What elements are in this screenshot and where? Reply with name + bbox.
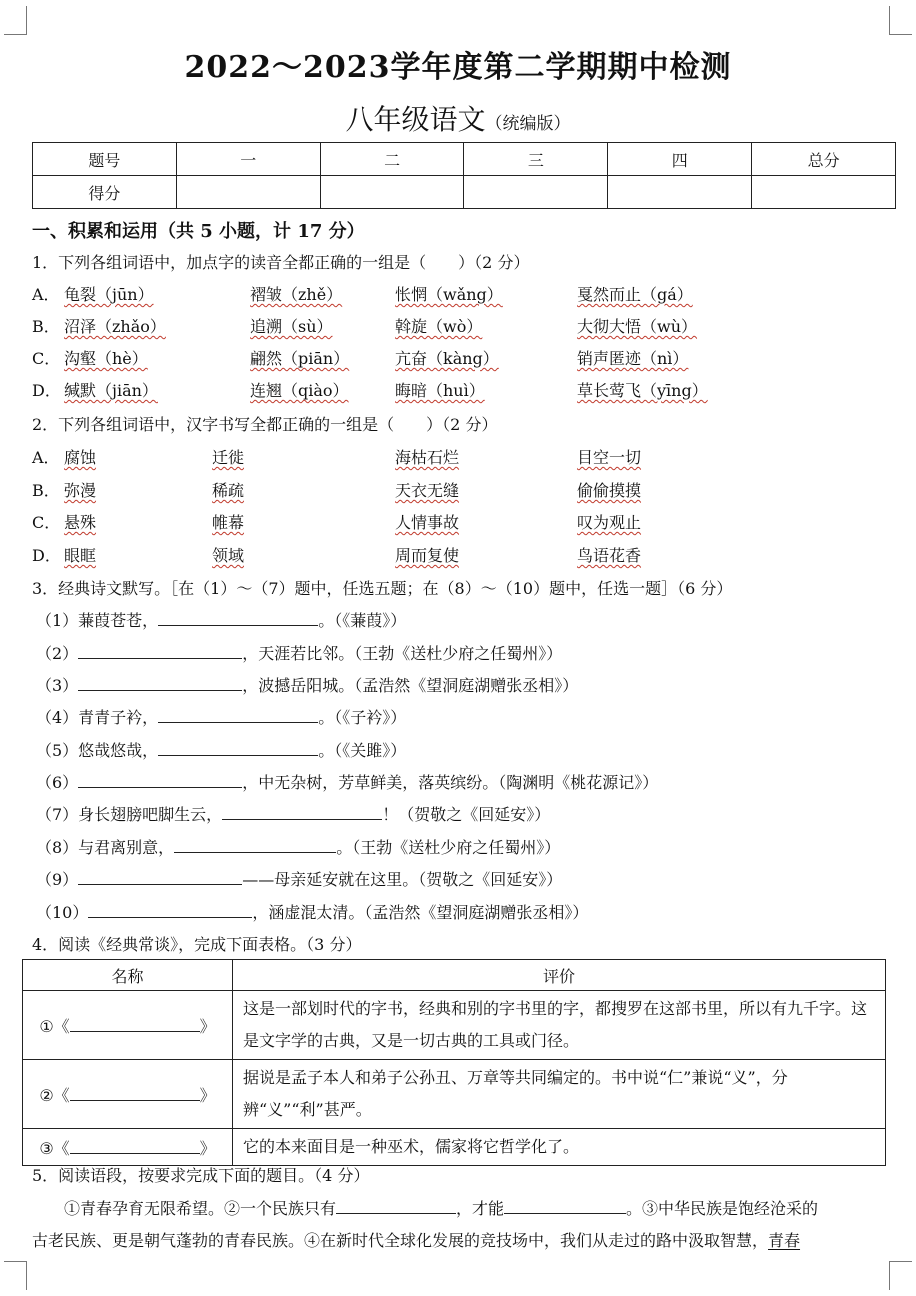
q1-stem: 1．下列各组词语中，加点字的读音全都正确的一组是（ ）（2 分） (32, 253, 530, 272)
answer-blank[interactable] (78, 674, 242, 691)
book-eval-cell: 这是一部划时代的字书，经典和别的字书里的字，都搜罗在这部书里，所以有九千字。这是文字学的古典，又是一切古典的工具或门径。 (233, 991, 886, 1060)
crop-mark-bottom-right (889, 1261, 912, 1290)
score-input-cell[interactable] (320, 176, 464, 209)
answer-blank[interactable] (158, 609, 318, 626)
subject-label: 八年级语文 (345, 103, 486, 136)
recite-item-10 (36, 900, 588, 923)
crop-mark-top-left (4, 6, 27, 35)
q3-stem: 3．经典诗文默写。［在（1）～（7）题中，任选五题；在（8）～（10）题中，任选一题］（6 分） (32, 579, 733, 598)
option-item: 天衣无缝 (395, 481, 460, 500)
answer-blank[interactable] (70, 1084, 200, 1101)
option-item: 迁徙 (212, 448, 245, 467)
score-cell: 四 (608, 143, 752, 176)
option-item: 目空一切 (577, 448, 642, 467)
score-input-cell[interactable] (752, 176, 896, 209)
answer-blank[interactable] (78, 868, 242, 885)
recite-suffix: ，天涯若比邻。（王勃《送杜少府之任蜀州》） (242, 644, 563, 663)
row-number: ①《 (39, 1016, 70, 1036)
answer-blank[interactable] (88, 901, 252, 918)
option-label: B． (32, 481, 60, 500)
recite-prefix: （4）青青子衿， (36, 708, 159, 727)
option-item: 帷幕 (212, 513, 245, 532)
recite-prefix: （9） (36, 870, 79, 889)
recite-suffix: 。（《子衿》） (318, 708, 407, 727)
score-header-row (33, 143, 896, 176)
exam-subtitle (0, 98, 916, 138)
literature-row (23, 1060, 886, 1129)
option-item: 大彻大悟（wù） (577, 317, 698, 336)
book-eval-cell: 它的本来面目是一种巫术，儒家将它哲学化了。 (233, 1129, 886, 1166)
row-number: ②《 (39, 1085, 70, 1105)
col-name-header: 名称 (23, 960, 233, 991)
recite-suffix: ，中无杂树，芳草鲜美，落英缤纷。（陶渊明《桃花源记》） (242, 773, 659, 792)
recite-prefix: （3） (36, 676, 79, 695)
exam-title: 2022～2023学年度第二学期期中检测 (184, 50, 732, 85)
book-name-cell (23, 1129, 233, 1166)
passage-underlined-text: 青春 (768, 1231, 801, 1250)
score-cell: 总分 (752, 143, 896, 176)
q5-stem: 5．阅读语段，按要求完成下面的题目。（4 分） (32, 1166, 370, 1185)
score-cell: 一 (176, 143, 320, 176)
option-item: 连翘（qiào） (250, 381, 349, 400)
option-item: 翩然（piān） (250, 349, 350, 368)
answer-blank[interactable] (158, 739, 318, 756)
answer-blank[interactable] (70, 1137, 200, 1154)
option-item: 亢奋（kàng） (395, 349, 499, 368)
score-table (32, 142, 896, 209)
row-number: ③《 (39, 1138, 70, 1158)
option-label: C． (32, 349, 61, 368)
recite-item-3 (36, 673, 578, 696)
option-item: 眼眶 (64, 546, 97, 565)
crop-mark-bottom-left (4, 1261, 27, 1290)
option-label: A． (32, 448, 60, 467)
recite-prefix: （10） (36, 903, 89, 922)
answer-blank[interactable] (222, 803, 382, 820)
option-item: 怅惘（wǎng） (395, 285, 503, 304)
recite-item-7 (36, 802, 550, 825)
edition-label: （统编版） (485, 114, 571, 134)
option-item: 人情事故 (395, 513, 460, 532)
q5-paragraph-line-2 (32, 1228, 800, 1251)
option-item: 戛然而止（gá） (577, 285, 693, 304)
score-cell: 题号 (33, 143, 177, 176)
option-item: 沟壑（hè） (64, 349, 148, 368)
option-item: 弥漫 (64, 481, 97, 500)
option-label: D． (32, 546, 61, 565)
score-cell: 二 (320, 143, 464, 176)
option-item: 褶皱（zhě） (250, 285, 343, 304)
literature-header-row (23, 960, 886, 991)
score-input-cell[interactable] (464, 176, 608, 209)
option-item: 叹为观止 (577, 513, 642, 532)
score-cell: 得分 (33, 176, 177, 209)
passage-text: ，才能 (456, 1199, 505, 1218)
recite-suffix: ，涵虚混太清。（孟浩然《望洞庭湖赠张丞相》） (252, 903, 589, 922)
option-label: A． (32, 285, 60, 304)
recite-item-1 (36, 608, 406, 631)
q4-stem: 4．阅读《经典常谈》，完成下面表格。（3 分） (32, 935, 362, 954)
answer-blank[interactable] (158, 706, 318, 723)
option-item: 偷偷摸摸 (577, 481, 642, 500)
option-item: 草长莺飞（yīng） (577, 381, 708, 400)
answer-blank[interactable] (70, 1015, 200, 1032)
answer-blank[interactable] (336, 1197, 456, 1214)
passage-text: 。③中华民族是饱经沧采的 (626, 1199, 819, 1218)
literature-row (23, 991, 886, 1060)
book-eval-cell: 据说是孟子本人和弟子公孙丑、万章等共同编定的。书中说“仁”兼说“义”，分辨“义”“利”甚严。 (233, 1060, 886, 1129)
recite-item-5 (36, 738, 406, 761)
option-item: 领域 (212, 546, 245, 565)
option-item: 稀疏 (212, 481, 245, 500)
option-label: B． (32, 317, 60, 336)
literature-row (23, 1129, 886, 1166)
option-item: 销声匿迹（nì） (577, 349, 689, 368)
score-value-row (33, 176, 896, 209)
score-input-cell[interactable] (176, 176, 320, 209)
book-name-cell (23, 1060, 233, 1129)
recite-prefix: （5）悠哉悠哉， (36, 741, 159, 760)
option-item: 海枯石烂 (395, 448, 460, 467)
recite-suffix: 。（《关雎》） (318, 741, 407, 760)
recite-item-8 (36, 835, 560, 858)
recite-suffix: ，波撼岳阳城。（孟浩然《望洞庭湖赠张丞相》） (242, 676, 579, 695)
passage-text: ①青春孕育无限希望。②一个民族只有 (64, 1199, 337, 1218)
recite-item-9 (36, 867, 562, 890)
bracket-close: 》 (199, 1016, 216, 1036)
bracket-close: 》 (199, 1138, 216, 1158)
recite-prefix: （8）与君离别意， (36, 838, 175, 857)
section-heading: 一、积累和运用（共 5 小题，计 17 分） (32, 221, 365, 242)
option-item: 斡旋（wò） (395, 317, 483, 336)
book-name-cell (23, 991, 233, 1060)
recite-suffix: 。（王勃《送杜少府之任蜀州》） (336, 838, 561, 857)
option-item: 沼泽（zhǎo） (64, 317, 166, 336)
option-item: 晦暗（huì） (395, 381, 485, 400)
option-item: 龟裂（jūn） (64, 285, 154, 304)
crop-mark-top-right (889, 6, 912, 35)
recite-item-4 (36, 705, 406, 728)
recite-suffix: ——母亲延安就在这里。（贺敬之《回延安》） (242, 870, 563, 889)
recite-item-6 (36, 770, 658, 793)
option-item: 悬殊 (64, 513, 97, 532)
answer-blank[interactable] (504, 1197, 626, 1214)
recite-item-2 (36, 641, 562, 664)
option-item: 周而复使 (395, 546, 460, 565)
bracket-close: 》 (199, 1085, 216, 1105)
answer-blank[interactable] (78, 642, 242, 659)
recite-suffix: 。（《蒹葭》） (318, 611, 407, 630)
literature-table (22, 959, 886, 1166)
passage-text: 古老民族、更是朝气蓬勃的青春民族。④在新时代全球化发展的竞技场中，我们从走过的路中汲取智慧， (32, 1231, 769, 1250)
option-label: C． (32, 513, 61, 532)
option-item: 缄默（jiān） (64, 381, 158, 400)
option-item: 鸟语花香 (577, 546, 642, 565)
q5-paragraph-line-1 (64, 1196, 818, 1219)
option-label: D． (32, 381, 61, 400)
recite-prefix: （6） (36, 773, 79, 792)
col-eval-header: 评价 (233, 960, 886, 991)
q2-stem: 2．下列各组词语中，汉字书写全都正确的一组是（ ）（2 分） (32, 415, 498, 434)
recite-prefix: （2） (36, 644, 79, 663)
option-item: 腐蚀 (64, 448, 97, 467)
recite-prefix: （7）身长翅膀吧脚生云， (36, 805, 223, 824)
recite-suffix: ！（贺敬之《回延安》） (382, 805, 551, 824)
recite-prefix: （1）蒹葭苍苍， (36, 611, 159, 630)
score-cell: 三 (464, 143, 608, 176)
answer-blank[interactable] (174, 836, 336, 853)
answer-blank[interactable] (78, 771, 242, 788)
option-item: 追溯（sù） (250, 317, 333, 336)
score-input-cell[interactable] (608, 176, 752, 209)
